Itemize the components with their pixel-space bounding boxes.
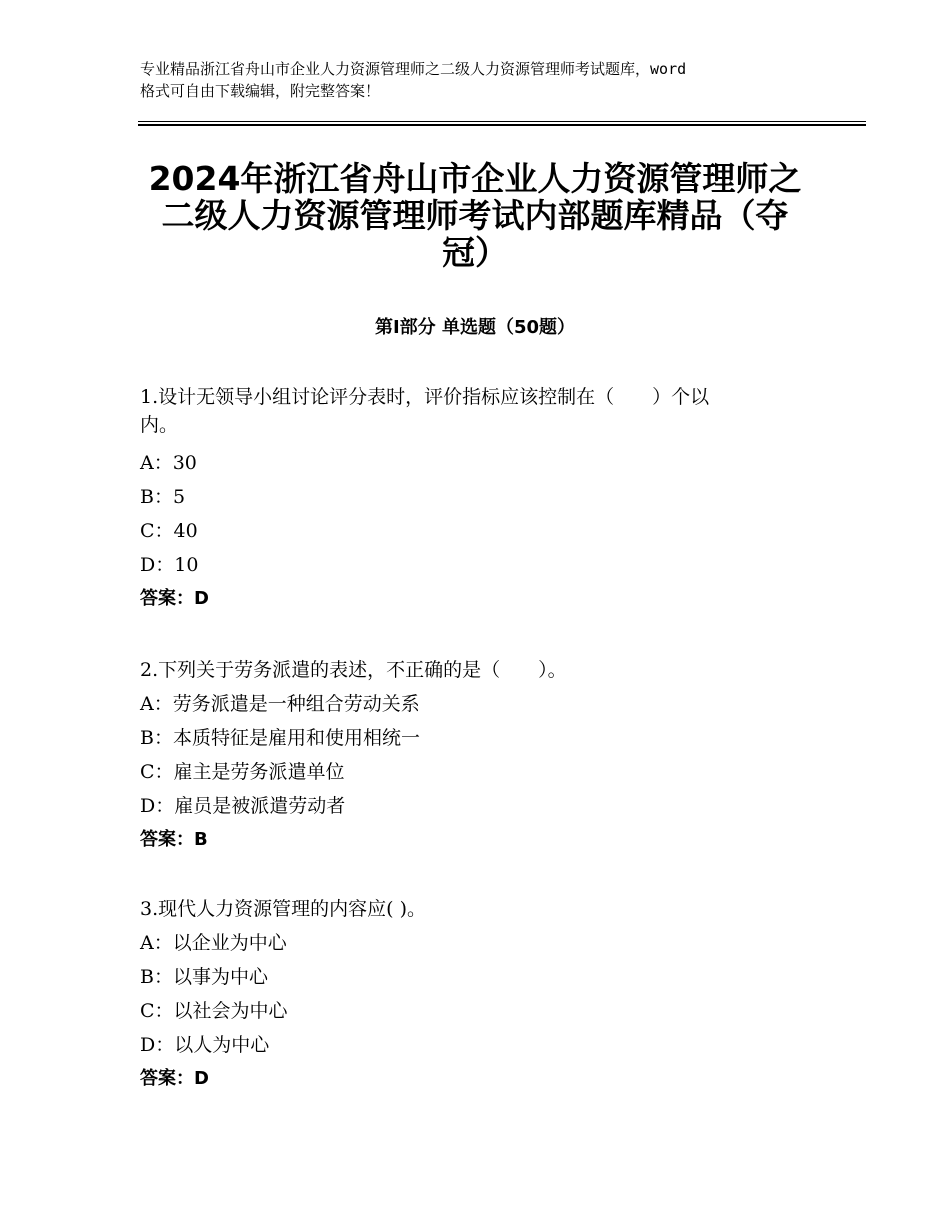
option-c: C：40 [140, 520, 198, 542]
question-2 [140, 656, 830, 857]
header-divider-thick [138, 124, 866, 126]
header-note-line-2: 格式可自由下载编辑，附完整答案！ [140, 82, 381, 100]
option-a: A：以企业为中心 [140, 932, 287, 954]
option-d: D：以人为中心 [140, 1034, 270, 1056]
question-stem [140, 895, 830, 923]
header-note [140, 58, 840, 102]
answer-label: 答案：B [140, 829, 208, 850]
section-title: 第Ⅰ部分 单选题（50题） [374, 317, 575, 338]
document-title [110, 160, 840, 271]
question-stem-line-1: 2.下列关于劳务派遣的表述，不正确的是（ ）。 [140, 659, 567, 681]
document-title-line-2: 二级人力资源管理师考试内部题库精品（夺 [161, 196, 789, 235]
option-d: D：雇员是被派遣劳动者 [140, 795, 346, 817]
question-stem-line-1: 1.设计无领导小组讨论评分表时，评价指标应该控制在（ ）个以 [140, 386, 710, 408]
header-note-line-1: 专业精品浙江省舟山市企业人力资源管理师之二级人力资源管理师考试题库，word [140, 60, 687, 78]
option-c: C：以社会为中心 [140, 1000, 288, 1022]
option-a: A：30 [140, 452, 197, 474]
option-d: D：10 [140, 554, 199, 576]
answer-label: 答案：D [140, 588, 209, 609]
document-title-line-3: 冠） [442, 233, 508, 272]
question-stem-line-2: 内。 [140, 414, 179, 436]
option-c: C：雇主是劳务派遣单位 [140, 761, 345, 783]
question-3 [140, 895, 830, 1096]
document-title-line-1: 2024年浙江省舟山市企业人力资源管理师之 [148, 159, 802, 198]
option-b: B：以事为中心 [140, 966, 268, 988]
option-a: A：劳务派遣是一种组合劳动关系 [140, 693, 420, 715]
option-b: B：5 [140, 486, 186, 508]
question-stem-line-1: 3.现代人力资源管理的内容应( )。 [140, 898, 426, 920]
header-divider-thin [138, 121, 866, 122]
question-1 [140, 383, 830, 616]
answer-label: 答案：D [140, 1068, 209, 1089]
question-stem [140, 656, 830, 684]
option-b: B：本质特征是雇用和使用相统一 [140, 727, 420, 749]
question-stem [140, 383, 830, 439]
